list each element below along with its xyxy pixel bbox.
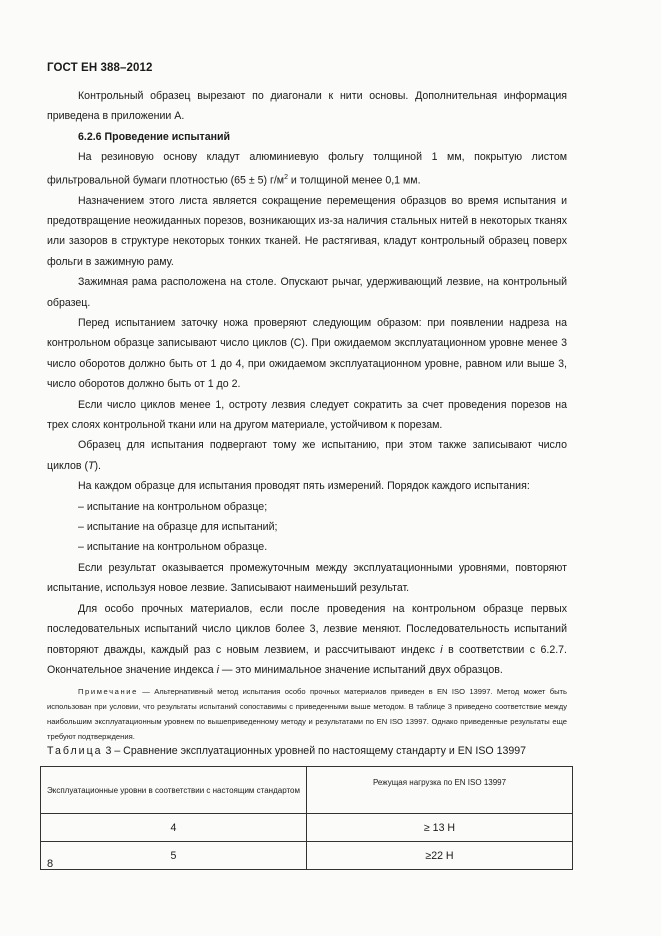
list-item: – испытание на образце для испытаний;	[78, 521, 278, 534]
table-header-row	[41, 767, 573, 814]
table-header-cell: Режущая нагрузка по EN ISO 13997	[307, 767, 573, 814]
table-cell: 5	[41, 842, 307, 870]
paragraph: На каждом образце для испытания проводят пять измерений. Порядок каждого испытания:	[78, 480, 530, 493]
table-row	[41, 842, 573, 870]
table-header-cell: Эксплуатационные уровни в соответствии с настоящим стандартом	[41, 767, 307, 814]
comparison-table	[40, 766, 573, 870]
italic-symbol: T	[88, 459, 95, 472]
page-number: 8	[47, 858, 54, 870]
paragraph-text: в соответствии с 6.2.7. Окончательное значение индекса	[47, 643, 567, 676]
paragraph: Зажимная рама расположена на столе. Опускают рычаг, удерживающий лезвие, на контрольный образец.	[47, 276, 567, 309]
list-item: – испытание на контрольном образце;	[78, 500, 268, 513]
table-cell: ≥ 13 Н	[307, 814, 573, 842]
table-cell: ≥22 Н	[307, 842, 573, 870]
paragraph-text: — это минимальное значение испытаний двух образцов.	[218, 663, 503, 676]
note	[47, 684, 567, 744]
paragraph: Назначением этого листа является сокращение перемещения образцов во время испытания и предотвращение неожиданных порезов, возникающих из-за наличия стальных нитей в некоторых тканях или зазоров в структуре некоторых тонких тканей. Не растягивая, кладут контрольный образец поверх фольги в зажимную раму.	[47, 194, 567, 268]
paragraph-text: Образец для испытания подвергают тому же испытанию, при этом также записывают число циклов (	[47, 439, 567, 472]
paragraph: Контрольный образец вырезают по диагонали к нити основы. Дополнительная информация приведена в приложении А.	[47, 90, 567, 123]
body-text	[47, 86, 567, 744]
paragraph-text: ).	[94, 459, 101, 472]
table-caption-number: 3	[105, 745, 112, 757]
document-code: ГОСТ ЕН 388–2012	[47, 62, 153, 74]
paragraph-text: и толщиной менее 0,1 мм.	[287, 174, 421, 187]
table-caption-label: Таблица	[47, 745, 103, 757]
section-heading: 6.2.6 Проведение испытаний	[78, 130, 231, 143]
table-cell: 4	[41, 814, 307, 842]
note-text: — Альтернативный метод испытания особо прочных материалов приведен в EN ISO 13997. Метод может быть использован при условии, что результаты испытаний сопоставимы с приведенными выше методом. В таблице 3 приведено соответствие между наибольшим эксплуатационным уровнем по вышеприведенному методу и результатами по EN ISO 13997. Однако приведенные результаты еще требуют подтверждения.	[47, 687, 567, 742]
italic-symbol: i	[216, 663, 219, 676]
superscript: 2	[284, 173, 288, 181]
note-label: Примечание	[78, 687, 138, 697]
paragraph: Если результат оказывается промежуточным между эксплуатационными уровнями, повторяют испытание, используя новое лезвие. Записывают наименьший результат.	[47, 561, 567, 595]
list-item: – испытание на контрольном образце.	[78, 541, 268, 554]
paragraph	[47, 599, 567, 681]
italic-symbol: i	[440, 643, 443, 656]
table-caption	[47, 745, 526, 757]
paragraph-text: Для особо прочных материалов, если после проведения на контрольном образце первых последовательных испытаний число циклов более 3, лезвие меняют. Последовательность испытаний повторяют дважды, каждый раз с новым лезвием, и рассчитывают индекс	[47, 602, 567, 656]
table-caption-text: – Сравнение эксплуатационных уровней по настоящему стандарту и EN ISO 13997	[111, 745, 527, 757]
paragraph: Если число циклов менее 1, остроту лезвия следует сократить за счет проведения порезов на трех слоях контрольной ткани или на другом материале, устойчивом к порезам.	[47, 398, 567, 432]
paragraph: Перед испытанием заточку ножа проверяют следующим образом: при появлении надреза на контрольном образце записывают число циклов (С). При ожидаемом эксплуатационном уровне менее 3 число оборотов должно быть от 1 до 4, при ожидаемом эксплуатационном уровне, равном или выше 3, число оборотов должно быть от 1 до 2.	[47, 317, 567, 391]
paragraph-text: На резиновую основу кладут алюминиевую фольгу толщиной 1 мм, покрытую листом фильтровальной бумаги плотностью (65 ± 5) г/м	[47, 151, 567, 187]
paragraph	[47, 147, 567, 190]
paragraph	[47, 435, 567, 476]
table-row	[41, 814, 573, 842]
